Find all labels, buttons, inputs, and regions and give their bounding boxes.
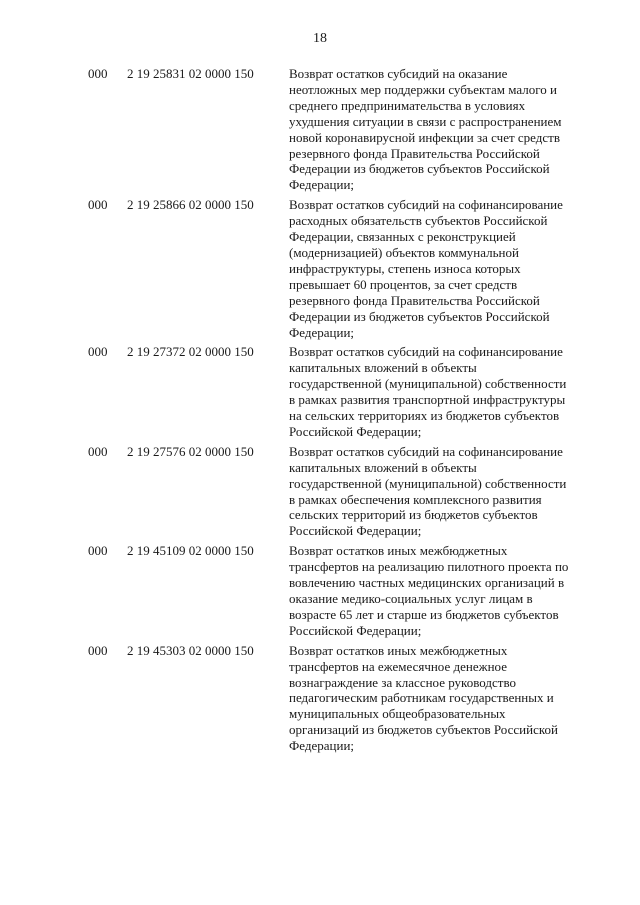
description-line: в рамках развития транспортной инфраструктуры <box>289 392 566 408</box>
description-line: в рамках обеспечения комплексного развития <box>289 491 542 507</box>
description-line: вовлечению частных медицинских организаций в <box>289 575 565 591</box>
row-description <box>289 197 595 340</box>
budget-classification-code: 2 19 25831 02 0000 150 <box>127 66 254 81</box>
description-line: Российской Федерации; <box>289 622 422 638</box>
description-line: неотложных мер поддержки субъектам малого и <box>289 81 557 97</box>
description-line: (модернизацией) объектов коммунальной <box>289 244 519 260</box>
description-line: Федерации; <box>289 177 355 193</box>
description-line: Возврат остатков иных межбюджетных <box>289 543 508 559</box>
description-line: муниципальных общеобразовательных <box>289 706 506 722</box>
description-line: возрасте 65 лет и старше из бюджетов субъектов <box>289 606 559 622</box>
table-row <box>0 66 640 193</box>
description-line: государственной (муниципальной) собственности <box>289 376 567 392</box>
description-line: Российской Федерации; <box>289 423 422 439</box>
description-line: инфраструктуры, степень износа которых <box>289 260 521 276</box>
description-line: капитальных вложений в объекты <box>289 360 477 376</box>
description-line: государственной (муниципальной) собственности <box>289 475 567 491</box>
description-line: вознаграждение за классное руководство <box>289 674 516 690</box>
budget-classification-code: 2 19 45109 02 0000 150 <box>127 543 254 559</box>
admin-code: 000 <box>88 543 108 559</box>
row-description <box>289 444 595 539</box>
description-line: капитальных вложений в объекты <box>289 459 477 475</box>
row-description <box>289 543 595 638</box>
description-line: превышает 60 процентов, за счет средств <box>289 276 518 292</box>
admin-code: 000 <box>88 642 108 658</box>
table-row <box>0 543 640 638</box>
budget-classification-code: 2 19 27576 02 0000 150 <box>127 443 254 459</box>
admin-code: 000 <box>88 344 108 360</box>
description-line: трансфертов на реализацию пилотного проекта по <box>289 559 569 575</box>
row-description <box>289 66 595 193</box>
description-line: Федерации; <box>289 324 355 340</box>
page-number: 18 <box>313 31 327 46</box>
description-line: расходных обязательств субъектов Российской <box>289 213 548 229</box>
table-row <box>0 344 640 439</box>
admin-code: 000 <box>88 66 108 81</box>
budget-code-list <box>0 66 640 758</box>
budget-classification-code: 2 19 27372 02 0000 150 <box>127 344 254 360</box>
table-row <box>0 444 640 539</box>
budget-classification-code: 2 19 45303 02 0000 150 <box>127 642 254 658</box>
description-line: новой коронавирусной инфекции за счет средств <box>289 129 560 145</box>
description-line: Возврат остатков субсидий на софинансирование <box>289 344 563 360</box>
description-line: Возврат остатков субсидий на софинансирование <box>289 197 563 213</box>
description-line: Возврат остатков субсидий на оказание <box>289 66 508 81</box>
description-line: Федерации, связанных с реконструкцией <box>289 229 516 245</box>
description-line: педагогическим работникам государственных и <box>289 690 554 706</box>
description-line: организаций из бюджетов субъектов Российской <box>289 722 558 738</box>
description-line: резервного фонда Правительства Российской <box>289 145 540 161</box>
description-line: трансфертов на ежемесячное денежное <box>289 658 507 674</box>
description-line: Российской Федерации; <box>289 523 422 539</box>
admin-code: 000 <box>88 443 108 459</box>
description-line: сельских территорий из бюджетов субъектов <box>289 507 538 523</box>
description-line: Федерации из бюджетов субъектов Российской <box>289 161 550 177</box>
description-line: оказание медико-социальных услуг лицам в <box>289 591 533 606</box>
table-row <box>0 643 640 754</box>
description-line: Федерации из бюджетов субъектов Российской <box>289 308 550 324</box>
description-line: ухудшения ситуации в связи с распространением <box>289 113 562 129</box>
description-line: резервного фонда Правительства Российской <box>289 292 540 308</box>
row-description <box>289 643 595 754</box>
budget-classification-code: 2 19 25866 02 0000 150 <box>127 197 254 213</box>
description-line: среднего предпринимательства в условиях <box>289 97 526 113</box>
description-line: Возврат остатков субсидий на софинансирование <box>289 443 563 459</box>
description-line: Федерации; <box>289 738 355 754</box>
admin-code: 000 <box>88 197 108 213</box>
table-row <box>0 197 640 340</box>
description-line: на сельских территориях из бюджетов субъектов <box>289 408 560 424</box>
description-line: Возврат остатков иных межбюджетных <box>289 642 508 658</box>
row-description <box>289 344 595 439</box>
